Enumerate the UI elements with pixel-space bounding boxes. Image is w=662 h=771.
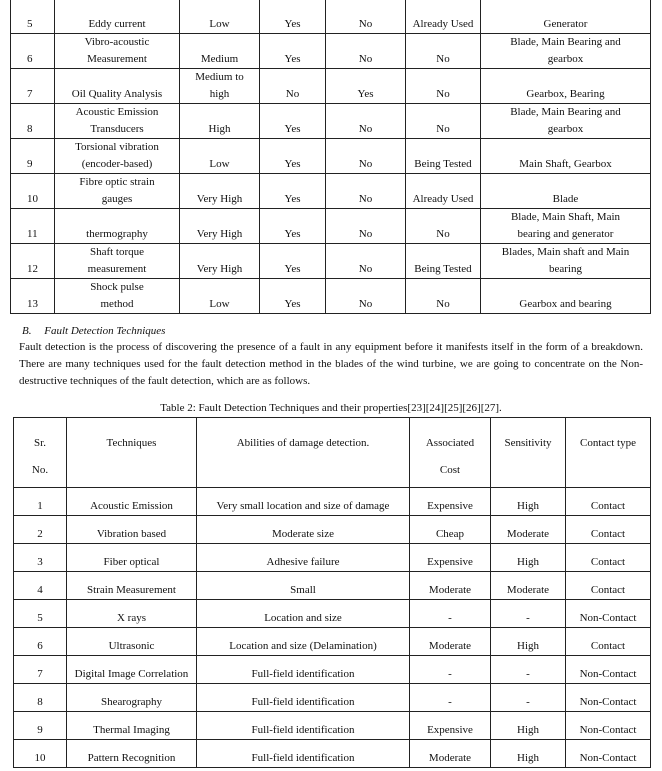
cell-contact-type: Contact — [566, 516, 651, 544]
cell-technique: Pattern Recognition — [67, 740, 197, 768]
technique-line: Torsional vibration — [75, 141, 159, 153]
cell-sr-no: 6 — [14, 628, 67, 656]
cell-sr-no: 1 — [14, 488, 67, 516]
cell-sr-no: 5 — [14, 600, 67, 628]
cell-sensitivity: - — [491, 684, 566, 712]
application-line: Blade, Main Shaft, Main — [510, 211, 621, 223]
cell-cost — [180, 69, 260, 104]
cell-sensitivity: High — [491, 488, 566, 516]
cell-technique: Fiber optical — [67, 544, 197, 572]
technique-line: Acoustic Emission — [75, 106, 159, 118]
cell-ability: Very small location and size of damage — [197, 488, 410, 516]
cell-value: No — [326, 279, 406, 314]
header-sensitivity: Sensitivity — [491, 418, 566, 488]
cell-contact-type: Non-Contact — [566, 712, 651, 740]
cost-line: Medium to — [195, 71, 244, 83]
cell-value: No — [326, 139, 406, 174]
cost-line: Low — [209, 298, 230, 310]
cell-technique — [55, 69, 180, 104]
cell-value: No — [326, 0, 406, 34]
cell-cost — [180, 244, 260, 279]
cell-cost — [180, 174, 260, 209]
cell-number: 6 — [11, 34, 55, 69]
technique-line: gauges — [101, 193, 133, 205]
cell-status: Already Used — [406, 174, 481, 209]
cost-line: Low — [209, 158, 230, 170]
cell-technique — [55, 104, 180, 139]
cell-technique — [55, 139, 180, 174]
cell-sensitivity: - — [491, 656, 566, 684]
application-line: bearing and generator — [517, 228, 614, 240]
application-line: Blades, Main shaft and Main — [501, 246, 630, 258]
cell-cost: Moderate — [410, 572, 491, 600]
cell-status: No — [406, 69, 481, 104]
cell-ability: Location and size — [197, 600, 410, 628]
technique-line: Vibro-acoustic — [84, 36, 150, 48]
cell-sr-no: 8 — [14, 684, 67, 712]
cell-cost: - — [410, 656, 491, 684]
table-row — [11, 139, 651, 174]
table-row — [14, 544, 651, 572]
cell-technique: Strain Measurement — [67, 572, 197, 600]
cell-ability: Full-field identification — [197, 684, 410, 712]
cell-number: 11 — [11, 209, 55, 244]
cell-cost: Expensive — [410, 712, 491, 740]
header-sr-no — [14, 418, 67, 488]
table-header-row — [14, 418, 651, 488]
cell-application — [481, 139, 651, 174]
technique-line: Fibre optic strain — [79, 176, 155, 188]
cell-ability: Location and size (Delamination) — [197, 628, 410, 656]
application-line: gearbox — [547, 123, 584, 135]
application-line: Gearbox and bearing — [519, 298, 612, 310]
cell-sensitivity: Moderate — [491, 572, 566, 600]
header-associated-cost — [410, 418, 491, 488]
cell-cost — [180, 104, 260, 139]
table-row — [14, 488, 651, 516]
cell-value: No — [326, 174, 406, 209]
table-row — [11, 279, 651, 314]
cell-sr-no: 4 — [14, 572, 67, 600]
technique-line: method — [100, 298, 134, 310]
technique-line: Shaft torque — [89, 246, 145, 258]
cell-sensitivity: High — [491, 712, 566, 740]
header-sr-line: Sr. — [34, 437, 46, 449]
application-line: Gearbox, Bearing — [526, 88, 605, 100]
cell-sensitivity: High — [491, 544, 566, 572]
header-cost-line-1: Associated — [425, 437, 475, 449]
cell-cost — [180, 279, 260, 314]
cell-application — [481, 244, 651, 279]
cell-technique — [55, 244, 180, 279]
cell-value: No — [326, 244, 406, 279]
cell-ability: Small — [197, 572, 410, 600]
cost-line: Very High — [196, 193, 243, 205]
cell-number: 5 — [11, 0, 55, 34]
cell-value: No — [326, 34, 406, 69]
header-contact-type: Contact type — [566, 418, 651, 488]
cell-contact-type: Non-Contact — [566, 656, 651, 684]
cost-line: High — [208, 123, 231, 135]
cell-cost: Moderate — [410, 740, 491, 768]
cell-technique — [55, 209, 180, 244]
cell-contact-type: Contact — [566, 544, 651, 572]
cell-technique: Thermal Imaging — [67, 712, 197, 740]
cell-contact-type: Non-Contact — [566, 600, 651, 628]
technique-line: measurement — [87, 263, 147, 275]
cell-technique: Shearography — [67, 684, 197, 712]
cost-line: Very High — [196, 228, 243, 240]
table-row — [14, 600, 651, 628]
cell-cost: Moderate — [410, 628, 491, 656]
table-row — [14, 740, 651, 768]
cell-status: No — [406, 34, 481, 69]
cell-technique: Ultrasonic — [67, 628, 197, 656]
technique-line: (encoder-based) — [81, 158, 153, 170]
table-row — [14, 628, 651, 656]
cell-cost — [180, 139, 260, 174]
cell-number: 8 — [11, 104, 55, 139]
table-row — [14, 516, 651, 544]
cell-ability: Full-field identification — [197, 712, 410, 740]
application-line: Blade, Main Bearing and — [510, 106, 621, 118]
cell-cost: - — [410, 684, 491, 712]
table-row — [11, 104, 651, 139]
cell-status: Being Tested — [406, 244, 481, 279]
cell-contact-type: Non-Contact — [566, 684, 651, 712]
cell-status: No — [406, 104, 481, 139]
cell-cost — [180, 209, 260, 244]
cell-application — [481, 69, 651, 104]
cell-value: Yes — [260, 34, 326, 69]
cost-line: Very High — [196, 263, 243, 275]
technique-line: Transducers — [90, 123, 144, 135]
cell-cost: Expensive — [410, 544, 491, 572]
cost-line: high — [209, 88, 230, 100]
cell-sr-no: 10 — [14, 740, 67, 768]
technique-line: Shock pulse — [90, 281, 144, 293]
section-heading — [22, 323, 165, 340]
section-paragraph: Fault detection is the process of discovering the presence of a fault in any equipment before it manifests itself in the form of a breakdown. There are many techniques used for the fault detection method in the blades of the wind turbine, we are going to concentrate on the Non-destructive techniques of the fault detection, which are as follows. — [19, 341, 643, 387]
cell-status: Being Tested — [406, 139, 481, 174]
cell-contact-type: Contact — [566, 572, 651, 600]
table-row — [11, 0, 651, 34]
table-row — [11, 34, 651, 69]
cell-number: 12 — [11, 244, 55, 279]
section-title: Fault Detection Techniques — [44, 325, 166, 337]
cell-ability: Adhesive failure — [197, 544, 410, 572]
cell-value: Yes — [326, 69, 406, 104]
cell-sensitivity: - — [491, 600, 566, 628]
application-line: Blade, Main Bearing and — [510, 36, 621, 48]
cell-number: 9 — [11, 139, 55, 174]
cell-technique — [55, 174, 180, 209]
cell-number: 10 — [11, 174, 55, 209]
table-row — [11, 174, 651, 209]
cell-application — [481, 0, 651, 34]
cell-cost: Expensive — [410, 488, 491, 516]
cell-contact-type: Non-Contact — [566, 740, 651, 768]
header-abilities: Abilities of damage detection. — [197, 418, 410, 488]
cell-contact-type: Contact — [566, 488, 651, 516]
cell-number: 7 — [11, 69, 55, 104]
table-row — [14, 656, 651, 684]
cell-ability: Moderate size — [197, 516, 410, 544]
table-row — [11, 244, 651, 279]
application-line: Blade — [552, 193, 579, 205]
cell-application — [481, 279, 651, 314]
table-row — [14, 684, 651, 712]
header-techniques: Techniques — [67, 418, 197, 488]
technique-line: Oil Quality Analysis — [71, 88, 163, 100]
cell-value: No — [326, 209, 406, 244]
cell-sr-no: 3 — [14, 544, 67, 572]
cell-value: Yes — [260, 139, 326, 174]
cell-cost — [180, 34, 260, 69]
cell-number: 13 — [11, 279, 55, 314]
cost-line: Low — [209, 18, 230, 30]
technique-line: Eddy current — [88, 18, 146, 30]
monitoring-techniques-table-body — [11, 0, 651, 314]
cell-status: No — [406, 209, 481, 244]
cell-sr-no: 9 — [14, 712, 67, 740]
application-line: Generator — [543, 18, 588, 30]
cell-contact-type: Contact — [566, 628, 651, 656]
application-line: gearbox — [547, 53, 584, 65]
cell-status: No — [406, 279, 481, 314]
cell-status: Already Used — [406, 0, 481, 34]
cell-technique — [55, 34, 180, 69]
technique-line: Measurement — [87, 53, 147, 65]
cell-cost: Cheap — [410, 516, 491, 544]
cell-technique: Digital Image Correlation — [67, 656, 197, 684]
cell-value: No — [260, 69, 326, 104]
table-row — [14, 712, 651, 740]
cell-technique — [55, 279, 180, 314]
cell-technique: X rays — [67, 600, 197, 628]
cell-sensitivity: High — [491, 740, 566, 768]
table-caption: Table 2: Fault Detection Techniques and their properties[23][24][25][26][27]. — [160, 402, 502, 414]
header-cost-line-2: Cost — [439, 464, 461, 476]
table-row — [11, 209, 651, 244]
cell-value: Yes — [260, 174, 326, 209]
header-no-line: No. — [31, 464, 49, 476]
cell-technique: Acoustic Emission — [67, 488, 197, 516]
cell-technique — [55, 0, 180, 34]
cell-technique: Vibration based — [67, 516, 197, 544]
application-line: bearing — [549, 263, 582, 275]
cell-application — [481, 174, 651, 209]
application-line: Main Shaft, Gearbox — [519, 158, 612, 170]
cell-value: Yes — [260, 0, 326, 34]
cell-value: Yes — [260, 104, 326, 139]
cell-sr-no: 7 — [14, 656, 67, 684]
cell-sr-no: 2 — [14, 516, 67, 544]
cell-sensitivity: Moderate — [491, 516, 566, 544]
fault-detection-table-body — [14, 488, 651, 768]
monitoring-techniques-table — [10, 0, 651, 314]
cell-sensitivity: High — [491, 628, 566, 656]
fault-detection-table — [13, 417, 651, 768]
cell-value: Yes — [260, 279, 326, 314]
table-row — [11, 69, 651, 104]
technique-line: thermography — [86, 228, 148, 240]
cost-line: Medium — [200, 53, 239, 65]
cell-ability: Full-field identification — [197, 656, 410, 684]
cell-cost — [180, 0, 260, 34]
cell-ability: Full-field identification — [197, 740, 410, 768]
section-number: B. — [22, 325, 32, 337]
cell-application — [481, 209, 651, 244]
cell-value: Yes — [260, 244, 326, 279]
cell-value: Yes — [260, 209, 326, 244]
cell-application — [481, 34, 651, 69]
cell-cost: - — [410, 600, 491, 628]
cell-application — [481, 104, 651, 139]
table-row — [14, 572, 651, 600]
cell-value: No — [326, 104, 406, 139]
